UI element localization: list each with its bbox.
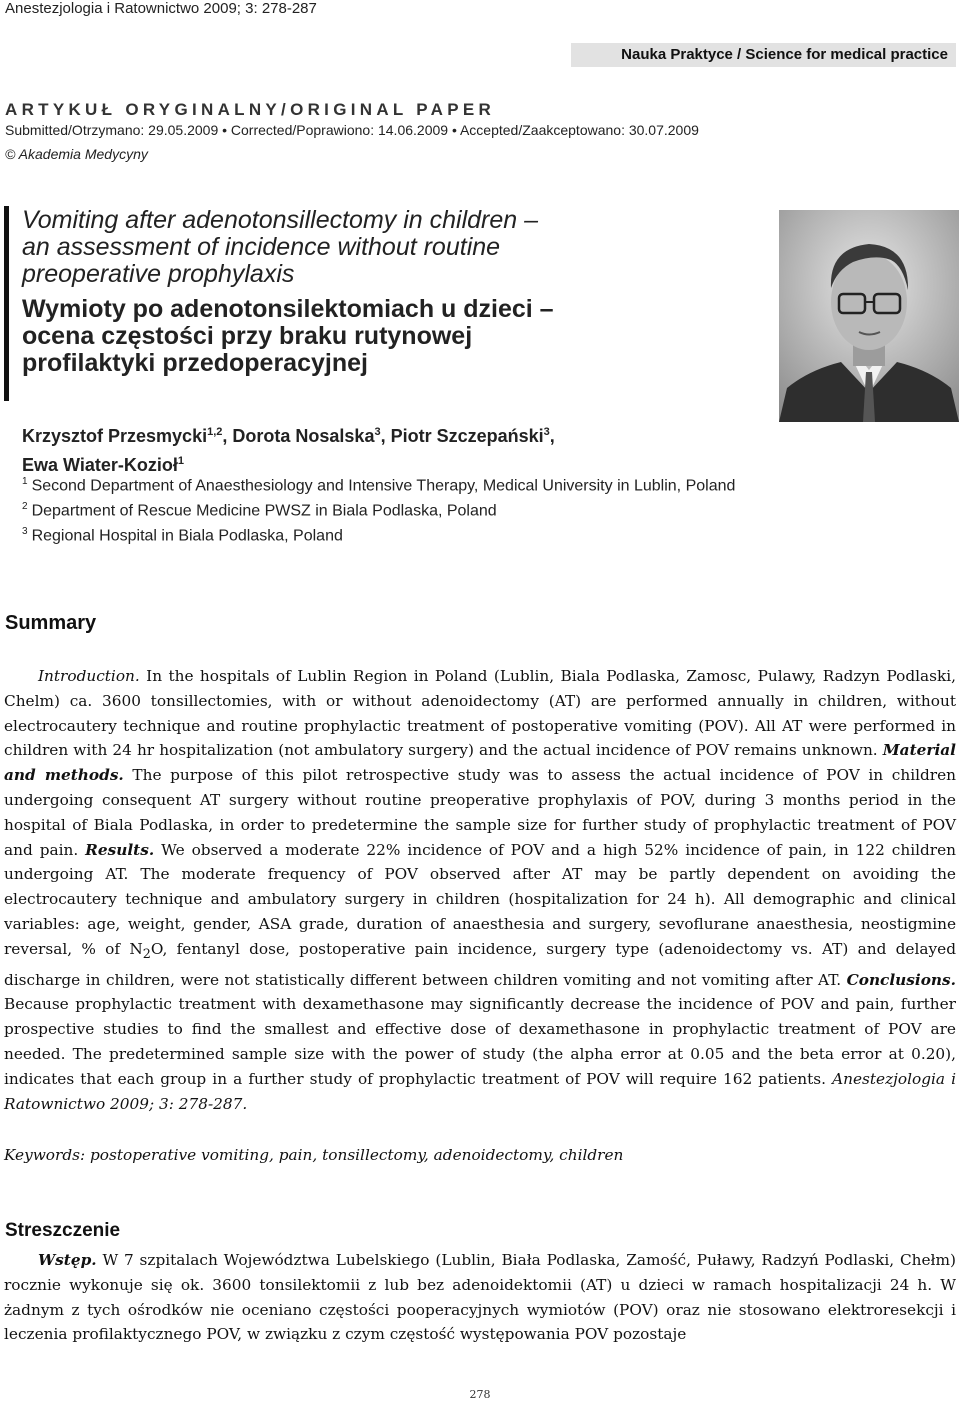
- copyright-notice: © Akademia Medycyny: [5, 146, 148, 162]
- title-pl-line: Wymioty po adenotonsilektomiach u dzieci –: [22, 295, 554, 323]
- results-text: We observed a moderate 22% incidence of POV and a high 52% incidence of pain, in 122 children undergoing AT. The moderate frequency of POV observed after AT may be partly dependent on avoiding the electrocautery technique and ambulatory surgery in children (hospitalization for 24 h). All demographic and clinical variables: age, weight, gender, ASA grade, duration of anaesthesia and surgery, sevoflurane anaesthesia, neostigmine reversal, % of N: [4, 840, 956, 958]
- streszczenie-heading: Streszczenie: [5, 1220, 121, 1241]
- title-english: [22, 207, 538, 288]
- summary-heading: Summary: [5, 612, 97, 634]
- author-name: Piotr Szczepański: [390, 426, 544, 446]
- results-subscript: 2: [142, 946, 151, 962]
- title-polish: [22, 296, 554, 377]
- affiliation-number: 1: [22, 476, 28, 487]
- author-affiliation-ref: 1,2: [207, 426, 223, 438]
- author-affiliation-ref: 3: [543, 426, 550, 438]
- submission-dates: Submitted/Otrzymano: 29.05.2009 • Corrected/Poprawiono: 14.06.2009 • Accepted/Zaakceptowano: 30.07.2009: [5, 122, 699, 138]
- article-type: ARTYKUŁ ORYGINALNY/ORIGINAL PAPER: [5, 100, 496, 119]
- title-en-line: Vomiting after adenotonsillectomy in children –: [22, 206, 539, 234]
- affiliation-text: Regional Hospital in Biala Podlaska, Poland: [31, 527, 343, 545]
- title-en-line: preoperative prophylaxis: [22, 260, 295, 288]
- intro-label: Introduction.: [38, 667, 140, 685]
- title-pl-line: ocena częstości przy braku rutynowej: [22, 322, 473, 350]
- affiliation: [22, 526, 343, 545]
- affiliation-number: 2: [22, 501, 28, 512]
- author-name: Dorota Nosalska: [232, 426, 375, 446]
- affiliation-text: Department of Rescue Medicine PWSZ in Biala Podlaska, Poland: [31, 502, 497, 520]
- title-accent-bar: [4, 206, 9, 401]
- author-line: [22, 449, 555, 478]
- results-text-cont: O, fentanyl dose, postoperative pain incidence, surgery type (adenoidectomy vs. AT) and delayed discharge in children, were not statistically different between children vomiting and not vomiting after AT.: [4, 939, 956, 989]
- title-pl-line: profilaktyki przedoperacyjnej: [22, 349, 368, 377]
- methods-text: The purpose of this pilot retrospective study was to assess the actual incidence of POV in children undergoing consequent AT surgery without routine preoperative prophylaxis of POV, during 3 months period in the hospital of Biala Podlaska, in order to predetermine the sample size for further study of prophylactic treatment of POV and pain.: [4, 766, 956, 859]
- wstep-text: W 7 szpitalach Województwa Lubelskiego (Lublin, Biała Podlaska, Zamość, Puławy, Radzyń Podlaski, Chełm) rocznie wykonuje się ok. 3600 tonsilektomii z lub bez adenoidektomii (AT) u dzieci w ramach hospitalizacji 24 h. W żadnym z tych ośrodków nie oceniano częstości pooperacyjnych wymiotów (POV) oraz nie stosowano elektroresekcji i leczenia profilaktycznego POV, w związku z czym częstość występowania POV pozostaje: [4, 1251, 956, 1344]
- author-affiliation-ref: 1: [177, 455, 184, 467]
- citation: Anestezjologia i Ratownictwo 2009; 3: 278-287.: [4, 1069, 956, 1113]
- author-photo: [779, 210, 959, 422]
- conclusions-label: Conclusions.: [846, 970, 956, 989]
- conclusions-text: Because prophylactic treatment with dexamethasone may significantly decrease the incidence of POV and pain, further prospective studies to find the smallest and effective dose of dexamethasone in prophylactic treatment of POV are needed. The predetermined sample size with the power of study (the alpha error at 0.05 and the beta error at 0.20), indicates that each group in a further study of prophylactic treatment of POV will require 162 patients.: [4, 995, 956, 1088]
- section-label: Nauka Praktyce / Science for medical practice: [621, 46, 948, 63]
- author-name: Ewa Wiater-Kozioł: [22, 455, 178, 475]
- results-label: Results.: [85, 840, 155, 859]
- author-affiliation-ref: 3: [374, 426, 381, 438]
- affiliation-number: 3: [22, 526, 28, 537]
- section-banner: [571, 43, 956, 67]
- affiliation: [22, 501, 497, 520]
- summary-paragraph: [4, 664, 956, 1116]
- affiliation: [22, 476, 735, 495]
- intro-text: In the hospitals of Lublin Region in Poland (Lublin, Biala Podlaska, Zamosc, Pulawy, Radzyn Podlaski, Chelm) ca. 3600 tonsillectomies, with or without adenoidectomy (AT) are performed annually in children, without electrocautery technique and routine prophylactic treatment of postoperative vomiting (POV). All AT were performed in children with 24 hr hospitalization (not ambulatory surgery) and the actual incidence of POV remains unknown.: [4, 667, 956, 760]
- streszczenie-paragraph: [4, 1248, 956, 1347]
- author-list: [22, 420, 555, 478]
- title-en-line: an assessment of incidence without routine: [22, 233, 501, 261]
- wstep-label: Wstęp.: [38, 1251, 97, 1269]
- author-line: Krzysztof Przesmycki$^{1,2}$, Dorota Nosalska$^3$, Piotr Szczepański$^3$,: [22, 426, 555, 446]
- methods-label: Material and methods.: [4, 741, 956, 785]
- keywords: Keywords: postoperative vomiting, pain, tonsillectomy, adenoidectomy, children: [4, 1146, 624, 1164]
- author-name: Krzysztof Przesmycki: [22, 426, 208, 446]
- page-number: 278: [469, 1388, 491, 1401]
- affiliation-text: Second Department of Anaesthesiology and Intensive Therapy, Medical University in Lublin, Poland: [31, 477, 736, 495]
- journal-citation: Anestezjologia i Ratownictwo 2009; 3: 278-287: [5, 0, 317, 17]
